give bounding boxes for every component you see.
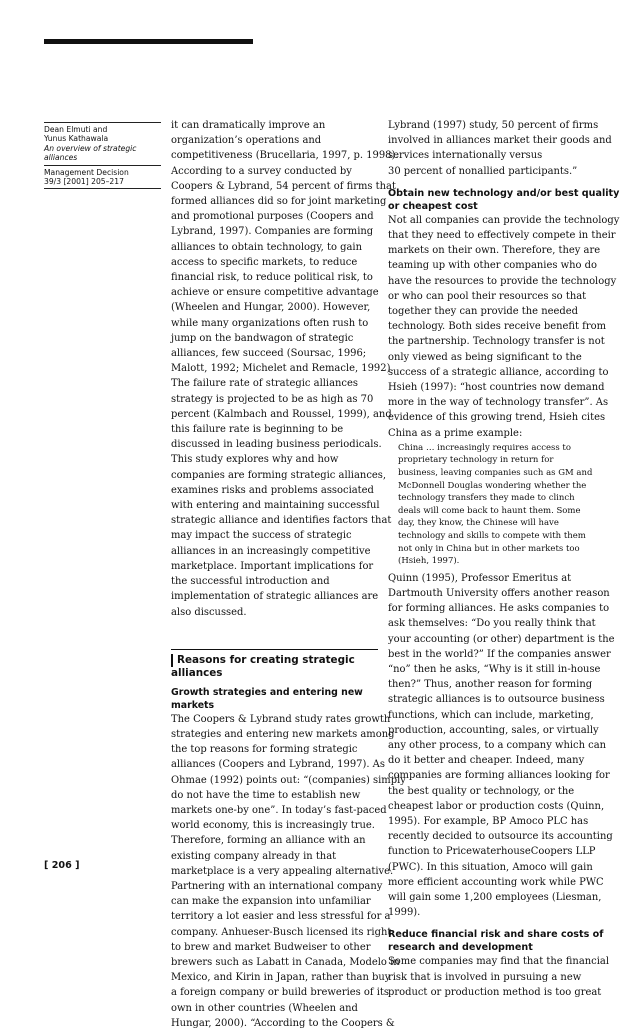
text-line: Reduce financial risk and share costs of [388,929,604,941]
text-line: Lybrand (1997) study, 50 percent of firms [388,120,599,131]
text-line: do not have the time to establish new [171,789,361,801]
subheading [388,187,620,213]
text-line: also discussed. [171,606,247,618]
text-line: technology and skills to compete with them [398,531,586,542]
text-line: “no” then he asks, “Why is it still in-house [388,664,601,676]
text-line: Growth strategies and entering new [171,686,363,698]
section-heading-line: Reasons for creating strategic [171,654,378,667]
text-line: risk that is involved in pursuing a new [388,971,582,983]
text-line: research and development [388,942,533,954]
text-line: (Hsieh, 1997). [398,556,460,567]
text-line: technology transfers they made to clinch [398,493,575,504]
text-line: the successful introduction and [171,576,330,588]
paragraph [388,571,615,921]
text-line: markets one-by one”. In today’s fast-paced [171,804,387,816]
text-line: Hungar, 2000). “According to the Coopers & [171,1017,395,1029]
text-line: strategy is projected to be as high as 70 [171,393,374,405]
text-line: it can dramatically improve an [171,120,326,131]
text-line: functions, which can include, marketing, [388,709,594,721]
text-line: more in the way of technology transfer”. As [388,397,609,409]
text-line: then?” Thus, another reason for forming [388,679,593,691]
text-line: company. Anhueser-Busch licensed its right [171,926,392,938]
text-line: alliances to obtain technology, to gain [171,241,362,253]
text-line: strategic alliance and identifies factors that [171,515,392,527]
text-line: alliances (Coopers and Lybrand, 1997). As [171,759,385,771]
text-line: financial risk, to reduce political risk, to [171,272,373,284]
paragraph [388,213,620,441]
text-line: Malott, 1992; Michelet and Remacle, 1992). [171,363,394,375]
text-line: markets [171,699,215,711]
text-line: the top reasons for forming strategic [171,744,358,756]
text-line: According to a survey conducted by [171,165,352,177]
article-sidebar [44,122,161,189]
text-line: can make the expansion into unfamiliar [171,896,371,908]
block-quote [398,442,597,568]
text-line: while many organizations often rush to [171,317,369,329]
page-number: [ 206 ] [44,860,80,871]
text-line: function to PricewaterhouseCoopers LLP [388,846,596,858]
author-line: Yunus Kathawala [44,134,109,144]
article-title-line: alliances [44,153,78,163]
text-line: services internationally versus [388,150,543,162]
text-line: or cheapest cost [388,200,478,212]
text-line: McDonnell Douglas wondering whether the [398,480,587,491]
text-line: involved in alliances market their goods and [388,135,612,147]
text-line: for forming alliances. He asks companies to [388,603,610,615]
text-line: companies are forming alliances looking for [388,770,610,782]
text-line: or who can pool their resources so that [388,290,587,302]
text-line: with entering and maintaining successful [171,500,380,512]
text-line: (Wheelen and Hungar, 2000). However, [171,302,371,314]
text-line: recently decided to outsource its accounting [388,831,613,843]
text-line: Some companies may find that the financial [388,956,610,968]
text-line: do it better and cheaper. Indeed, many [388,755,585,767]
text-line: strategic alliances is to outsource business [388,694,605,706]
text-line: companies are forming strategic alliances, [171,469,387,481]
text-line: China as a prime example: [388,427,523,439]
text-line: may impact the success of strategic [171,530,352,542]
text-line: Lybrand, 1997). Companies are forming [171,226,374,238]
text-line: alliances in an increasingly competitive [171,545,371,557]
text-line: together they can provide the needed [388,306,578,318]
text-column-left [171,118,406,1031]
text-line: Obtain new technology and/or best quality [388,187,620,199]
paragraph [388,954,610,1000]
text-line: best in the world?” If the companies answer [388,648,611,660]
text-line: formed alliances did so for joint marketing [171,196,387,208]
text-line: alliances, few succeed (Soursac, 1996; [171,348,367,360]
text-line: (PWC). In this situation, Amoco will gain [388,861,593,873]
text-line: your accounting (or other) department is the [388,633,615,645]
author-line: Dean Elmuti and [44,125,108,134]
text-line: Therefore, forming an alliance with an [171,835,366,847]
paragraph [388,118,612,179]
text-line: day, they know, the Chinese will have [398,518,559,529]
text-column-right [388,118,620,1000]
text-line: Mexico, and Kirin in Japan, rather than buy [171,972,391,984]
text-line: product or production method is too great [388,986,602,998]
subheading [388,928,604,954]
text-line: to brew and market Budweiser to other [171,941,371,953]
text-line: not only in China but in other markets too [398,543,580,554]
section-heading-line: alliances [171,666,223,679]
text-line: the best quality or technology, or the [388,785,575,797]
article-title-line: An overview of strategic [44,143,137,153]
text-line: China … increasingly requires access to [398,442,571,453]
text-line: access to specific markets, to reduce [171,256,358,268]
text-line: a foreign company or build breweries of its [171,987,389,999]
text-line: business, leaving companies such as GM and [398,468,593,479]
journal-name: Management Decision [44,167,129,177]
section-heading [171,649,378,680]
text-line: Quinn (1995), Professor Emeritus at [388,572,572,584]
paragraph [171,452,392,619]
text-line: marketplace. Important implications for [171,560,374,572]
text-line: competitiveness (Brucellaria, 1997, p. 1998). [171,150,399,162]
text-line: percent (Kalmbach and Roussel, 1999), and [171,408,392,420]
text-line: and promotional purposes (Coopers and [171,211,374,223]
text-line: Not all companies can provide the technology [388,214,620,226]
text-line: Partnering with an international company [171,880,383,892]
text-line: ask themselves: “Do you really think that [388,618,596,630]
paragraph [171,118,399,452]
text-line: Hsieh (1997): “host countries now demand [388,382,605,394]
text-line: own in other countries (Wheelen and [171,1002,358,1014]
text-line: will gain some 1,200 employees (Liesman, [388,892,602,904]
text-line: teaming up with other companies who do [388,260,598,272]
journal-block [44,166,161,189]
text-line: markets on their own. Therefore, they are [388,245,601,257]
text-line: existing company already in that [171,850,337,862]
text-line: Dartmouth University offers another reason [388,588,610,599]
text-line: success of a strategic alliance, according to [388,366,609,378]
author-block [44,123,161,165]
text-line: discussed in leading business periodicals. [171,439,382,451]
text-line: examines risks and problems associated [171,484,374,496]
text-line: The Coopers & Lybrand study rates growth [171,713,391,725]
text-line: evidence of this growing trend, Hsieh cites [388,412,606,424]
text-line: proprietary technology in return for [398,455,554,466]
text-line: that they need to effectively compete in their [388,230,616,242]
subheading [171,686,378,712]
text-line: the partnership. Technology transfer is not [388,336,605,348]
text-line: 1995). For example, BP Amoco PLC has [388,816,589,828]
text-line: any other process, to a company which can [388,740,607,752]
text-line: Coopers & Lybrand, 54 percent of firms that [171,180,396,192]
text-line: The failure rate of strategic alliances [171,378,358,390]
text-line: This study explores why and how [171,454,339,466]
header-rule [44,39,253,44]
text-line: territory a lot easier and less stressful for a [171,911,391,923]
text-line: jump on the bandwagon of strategic [171,332,354,344]
text-line: strategies and entering new markets among [171,728,395,740]
text-line: have the resources to provide the technology [388,275,617,287]
text-line: organization’s operations and [171,135,322,147]
journal-issue: 39/3 [2001] 205–217 [44,177,124,187]
text-line: implementation of strategic alliances are [171,591,379,603]
text-line: world economy, this is increasingly true. [171,820,375,832]
text-line: achieve or ensure competitive advantage [171,287,379,299]
text-line: production, accounting, sales, or virtually [388,724,599,736]
text-line: cheapest labor or production costs (Quinn, [388,800,605,812]
text-line: brewers such as Labatt in Canada, Modelo in [171,956,400,968]
text-line: marketplace is a very appealing alternative. [171,865,394,877]
text-line: this failure rate is beginning to be [171,424,344,436]
text-line: 30 percent of nonallied participants.” [388,165,578,177]
text-line: more efficient accounting work while PWC [388,876,604,888]
text-line: only viewed as being significant to the [388,351,582,363]
text-line: 1999). [388,907,421,919]
text-line: Ohmae (1992) points out: “(companies) simply [171,774,406,786]
text-line: deals will come back to haunt them. Some [398,505,581,516]
text-line: technology. Both sides receive benefit from [388,321,607,333]
